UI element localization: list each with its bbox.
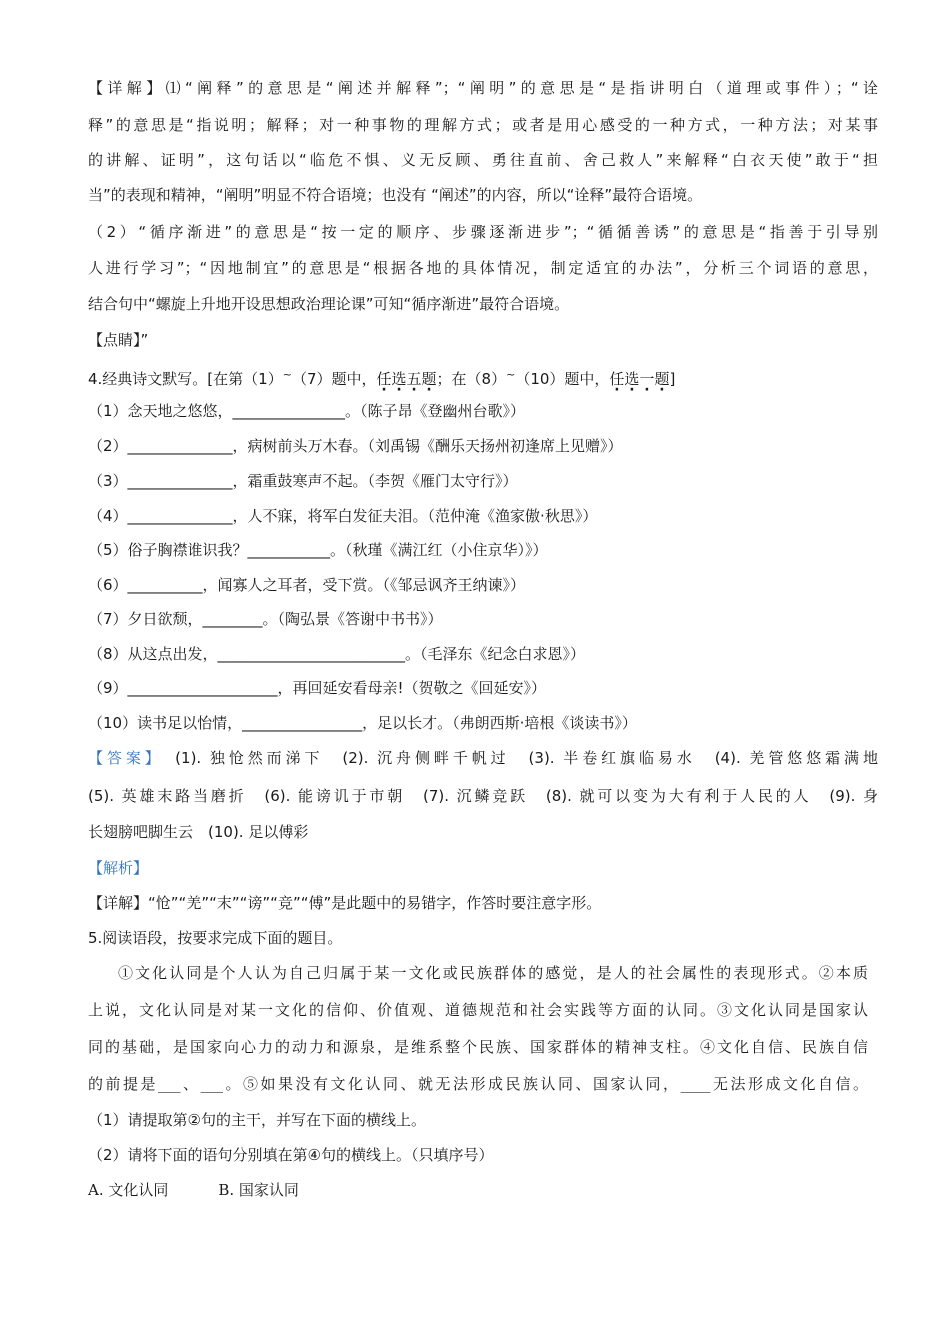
question-5-header: 5.阅读语段，按要求完成下面的题目。 <box>88 929 343 947</box>
poem-item: （1）念天地之悠悠，_______________。（陈子昂《登幽州台歌》） <box>88 402 526 420</box>
poem-item: （3）______________，霜重鼓寒声不起。（李贺《雁门太守行》） <box>88 472 518 490</box>
detail-line: 【详解】⑴“阐释”的意思是“阐述并解释”；“阐明”的意思是“是指讲明白（道理或事件）；“诠 <box>88 79 878 97</box>
poem-item: （5）俗子胸襟谁识我？___________。（秋瑾《满江红（小住京华）》） <box>88 541 548 559</box>
passage-line: 上说，文化认同是对某一文化的信仰、价值观、道德规范和社会实践等方面的认同。③文化认同是国家认 <box>88 1001 868 1019</box>
poem-item: （10）读书足以怡情，________________，足以长才。（弗朗西斯·培根《谈读书》） <box>88 714 637 732</box>
passage-line: 的前提是___、___。⑤如果没有文化认同、就无法形成民族认同、国家认同，____无法形成文化自信。 <box>88 1075 868 1093</box>
detail-line: 【详解】“怆”“羌”“末”“谤”“竞”“傅”是此题中的易错字，作答时要注意字形。 <box>88 894 602 912</box>
poem-item: （4）______________，人不寐，将军白发征夫泪。（范仲淹《渔家傲·秋思》） <box>88 507 598 525</box>
poem-item: （7）夕日欲颓，________。（陶弘景《答谢中书书》） <box>88 610 443 628</box>
poem-item: （9）____________________，再回延安看母亲!（贺敬之《回延安》） <box>88 679 547 697</box>
passage-line: ①文化认同是个人认为自己归属于某一文化或民族群体的感觉，是人的社会属性的表现形式。②本质 <box>118 964 868 982</box>
detail-line: 当”的表现和精神，“阐明”明显不符合语境；也没有 “阐述”的内容，所以“诠释”最符合语境。 <box>88 186 703 204</box>
option-a: A. 文化认同 <box>88 1181 169 1199</box>
answer-line: 【答案】 (1). 独怆然而涕下 (2). 沉舟侧畔千帆过 (3). 半卷红旗临易水 (4). 羌管悠悠霜满地 <box>88 749 878 767</box>
passage-line: 同的基础，是国家向心力的动力和源泉，是维系整个民族、国家群体的精神支柱。④文化自信、民族自信 <box>88 1038 868 1056</box>
answer-line: 长翅膀吧脚生云 (10). 足以傅彩 <box>88 823 309 841</box>
analysis-label: 【解析】 <box>88 859 149 877</box>
poem-item: （2）______________，病树前头万木春。（刘禹锡《酬乐天扬州初逢席上见赠》） <box>88 437 623 455</box>
answer-line: (5). 英雄末路当磨折 (6). 能谤讥于市朝 (7). 沉鳞竞跃 (8). 就可以变为大有利于人民的人 (9). 身 <box>88 787 878 805</box>
option-b: B. 国家认同 <box>218 1181 299 1199</box>
sub-question: （2）请将下面的语句分别填在第④句的横线上。（只填序号） <box>88 1146 494 1164</box>
sub-question: （1）请提取第②句的主干，并写在下面的横线上。 <box>88 1111 426 1129</box>
detail-line: （2）“循序渐进”的意思是“按一定的顺序、步骤逐渐进步”；“循循善诱”的意思是“指善于引导别 <box>88 223 878 241</box>
options-line <box>88 1180 878 1200</box>
poem-item: （8）从这点出发，_________________________。（毛泽东《纪念白求恩》） <box>88 645 586 663</box>
poem-item: （6）__________，闻寡人之耳者，受下赏。（《邹忌讽齐王纳谏》） <box>88 576 526 594</box>
dianjing-label: 【点睛】” <box>88 331 149 349</box>
question-4-header: 4.经典诗文默写。[在第（1）~（7）题中，任选五题；在（8）~（10）题中，任选一题] <box>88 368 676 388</box>
detail-line: 结合句中“螺旋上升地开设思想政治理论课”可知“循序渐进”最符合语境。 <box>88 295 570 313</box>
detail-line: 释”的意思是“指说明；解释；对一种事物的理解方式；或者是用心感受的一种方式，一种方法；对某事 <box>88 116 878 134</box>
answer-label: 【答案】 <box>88 749 157 767</box>
detail-line: 的讲解、证明”，这句话以“临危不惧、义无反顾、勇往直前、舍己救人”来解释“白衣天使”敢于“担 <box>88 151 878 169</box>
detail-line: 人进行学习”；“因地制宜”的意思是“根据各地的具体情况，制定适宜的办法”，分析三个词语的意思， <box>88 259 878 277</box>
